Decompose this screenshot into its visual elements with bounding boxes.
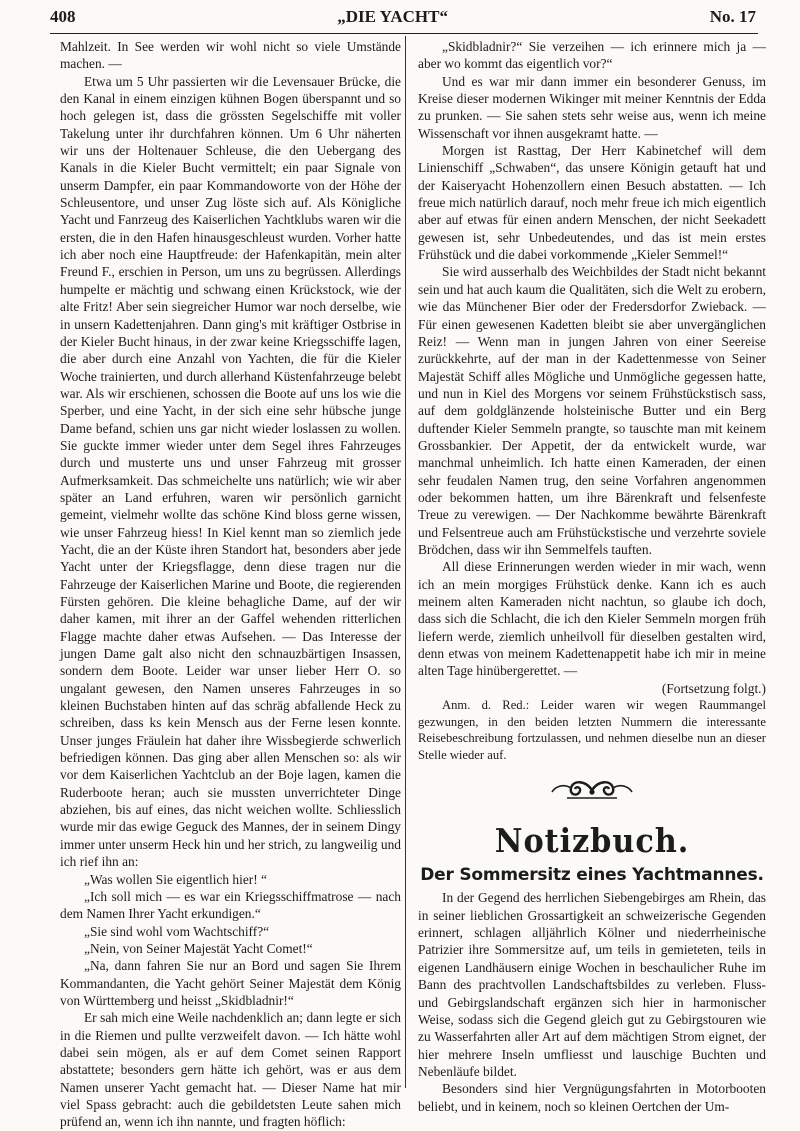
article-title: Der Sommersitz eines Yachtmannes.: [420, 865, 764, 886]
column-divider: [405, 36, 406, 1088]
paragraph: Mahlzeit. In See werden wir wohl nicht so viele Umstände machen. —: [60, 39, 401, 72]
dialogue-line: „Na, dann fahren Sie nur an Bord und sagen Sie Ihrem Kommandanten, die Yacht gehört Seiner Majestät dem König von Württemberg und heisst „Skidbladnir!“: [60, 958, 401, 1008]
continuation-note: (Fortsetzung folgt.): [661, 680, 766, 696]
paragraph: All diese Erinnerungen werden wieder in mir wach, wenn ich an mein morgiges Frühstück denke. Kann ich es auch meinem alten Kameraden nicht nachtun, so glaube ich doch, dass sich die Schlacht, die ich den Kieler Semmeln morgen früh liefern werde, ziemlich unheilvoll für dieselben gestalten wird, denn etwas von meinem Kadettenappetit habe ich mir in meine alten Tage hinübergerettet. —: [418, 559, 766, 679]
dialogue-line: „Ich soll mich — es war ein Kriegsschiffmatrose — nach dem Namen Ihrer Yacht erkundigen.“: [60, 888, 401, 922]
paragraph: Besonders sind hier Vergnügungsfahrten in Motorbooten beliebt, und in keinem, noch so kleinen Oertchen der Um-: [418, 1081, 766, 1114]
decorative-scroll-ornament-icon: [418, 777, 766, 803]
paragraph: In der Gegend des herrlichen Siebengebirges am Rhein, das in seiner lieblichen Grossartigkeit an schweizerische Gegenden erinnert, schlagen alljährlich Kölner und niederrheinische Patrizier ihre Sommersitze auf, um teils in gemieteten, teils in eigenen Landhäusern einige Wochen in beschaulicher Ruhe im Bann des prachtvollen Landschaftsbildes zu verleben. Fluss- und Gebirgslandschaft ergänzen sich hier in harmonischer Weise, sodass sich die Gegend gleich gut zu Gebirgstouren wie zu Wasserfahrten aller Art auf dem mächtigen Strom eignet, der hier mehrere Inseln umfliesst und lauschige Buchten und Nebenläufe bildet.: [418, 890, 766, 1079]
journal-title: „DIE YACHT“: [337, 7, 448, 26]
dialogue-line: „Sie sind wohl vom Wachtschiff?“: [84, 923, 270, 939]
dialogue-line: „Nein, von Seiner Majestät Yacht Comet!“: [84, 940, 313, 956]
section-heading: Notizbuch.: [494, 821, 690, 861]
paragraph: Sie wird ausserhalb des Weichbildes der Stadt nicht bekannt sein und hat auch kaum die Qualitäten, sich die Welt zu erobern, wie das Münchener Bier oder der Fredersdorfor Zwieback. — Für einen gewesenen Kadetten bleibt sie aber unvergänglichen Reiz! — Wenn man in jungen Jahren von einer Seereise zurückkehrte, auf der man in der Kadettenmesse von Seiner Majestät Schiff alles Mögliche und Unmögliche gegessen hatte, und nun in Kiel des Morgens vor seinem Frühstückstisch sass, auf dem goldglänzende holsteinische Butter und ein Berg duftender Kieler Semmeln prangte, so tauschte man mit keinem Grossbankier. Der Appetit, der da entwickelt wurde, war manchmal unheimlich. Ich hatte einen Kameraden, der einen sehr feudalen Namen trug, den seine Vorfahren angenommen oder bekommen hatten, um ihre Bärenkraft und felsenfeste Treue zu verewigen. — Der Nachkomme bewährte Bärenkraft und Felsentreue auch am Frühstückstische und verzehrte soviele Brödchen, dass wir ihn Semmelfels tauften.: [418, 264, 766, 557]
paragraph: Er sah mich eine Weile nachdenklich an; dann legte er sich in die Riemen und pullte verzweifelt davon. — Ich hätte wohl dabei sein mögen, als er auf dem Comet seinen Rapport abstattete; besonders gern hätte ich gehört, was er aus dem Namen unserer Yacht gemacht hat. — Dieser Name hat mir viel Spass gebracht: auch die gebildetsten Leute sahen mich prüfend an, wenn ich ihn nannte, und fragten höflich:: [60, 1010, 401, 1130]
page-header: [50, 5, 756, 29]
page-number: 408: [50, 7, 76, 26]
editor-note: Anm. d. Red.: Leider waren wir wegen Raummangel gezwungen, in den beiden letzten Nummern die interessante Reisebeschreibung fortzulassen, und nehmen dieselbe nun an dieser Stelle wieder auf.: [418, 698, 766, 762]
right-column: [418, 38, 766, 1115]
left-column: [60, 38, 401, 1131]
paragraph: „Skidbladnir?“ Sie verzeihen — ich erinnere mich ja — aber wo kommt das eigentlich vor?“: [418, 39, 766, 72]
paragraph: Etwa um 5 Uhr passierten wir die Levensauer Brücke, die den Kanal in einem einzigen kühnen Bogen überspannt und so hoch gelegen ist, dass die grössten Segelschiffe mit voller Takelung unter ihr durchfahren können. Um 6 Uhr näherten wir uns der Holtenauer Schleuse, die den Uebergang des Kanals in die Kieler Bucht vermittelt; ein paar Signale von unserm Dampfer, ein paar Kommandoworte von der Höhe der Schleusentore, und unser Zug löste sich auf. Als Königliche Yacht und Fanrzeug des Kaiserlichen Yachtklubs waren wir die ersten, die in den Hafen hinausgeschleust wurden. Vorher hatte ich aber noch eine Hauptfreude: der Hafenkapitän, mein alter Freund F., erschien in Person, um uns zu begrüssen. Allerdings humpelte er mächtig und schwang einen Krückstock, wie der alte Fritz! Aber sein siegreicher Humor war noch derselbe, wie in unsern Kadettenjahren. Dann ging's mit kräftiger Ostbrise in der Kieler Bucht hinaus, in der zwar keine Kriegsschiffe lagen, die aber durch eine Anzahl von Yachten, die für die Kieler Woche trainierten, und durch allerhand Küstenfahrzeuge belebt war. Als wir erschienen, schossen die Boote auf uns los wie die Sperber, und eine Yacht, in der sich eine sehr hübsche junge Dame befand, schien uns gar nicht wieder loslassen zu wollen. Sie guckte immer wieder unter dem Segel ihres Fahrzeuges durch und musterte uns und unser Fahrzeug mit grosser Aufmerksamkeit. Das schmeichelte uns natürlich; wie wir aber später an Land erfuhren, waren wir persönlich garnicht gemeint, vielmehr wollte das schöne Kind bloss gerne wissen, wie unser Fahrzeug hiess! In Kiel kennt man so ziemlich jede Yacht, die an der Küste ihren Standort hat, besonders aber jede Yacht unter der Kriegsflagge, denn diese tragen nur die Fahrzeuge der Kaiserlichen Marine und Boote, die regierenden Fürsten gehören. Die kleine behagliche Dame, auf der wir daher kamen, mit ihrer an der Gaffel wehenden ritterlichen Flagge machte daher etwas Aufsehen. — Das Interesse der jungen Dame galt also nicht den schnauzbärtigen Insassen, sondern dem Boote. Leider war unser lieber Herr O. so ungalant gewesen, den Namen unseres Fahrzeuges in so kleinen Buchstaben hinten auf das schräg abfallende Heck zu schreiben, dass ks kein Mensch aus der Ferne lesen konnte. Unser junges Fräulein hat daher ihre Wissbegierde schwerlich befriedigen können. Das ging aber allen Menschen so: als wir vor dem Kaiserlichen Yachtclub an der Boje lagen, kamen die Ruderboote heran; auch sie mussten unverrichteter Dinge abziehen, bis auf eines, das nicht weichen wollte. Schliesslich wurde mir das ewige Geguck des Mannes, der in seinem Dingy immer unter unserm Heck hin und her strich, zu langweilig und ich rief ihn an:: [60, 73, 401, 870]
dialogue-line: „Was wollen Sie eigentlich hier! “: [84, 871, 267, 887]
issue-number: No. 17: [709, 7, 756, 26]
paragraph: Morgen ist Rasttag, Der Herr Kabinetchef will dem Linienschiff „Schwaben“, das unsere Königin getauft hat und der Kaiseryacht Hohenzollern einen Besuch abstatten. — Ich freue mich natürlich darauf, noch mehr freue ich mich eigentlich aber auf etwas für einen andern Menschen, der nicht Seekadett gewesen ist, sehr Unbedeutendes, und das ist mein erstes Frühstück und die dabei vorkommende „Kieler Semmel!“: [418, 143, 766, 263]
header-rule: [50, 33, 758, 34]
paragraph: Und es war mir dann immer ein besonderer Genuss, im Kreise dieser modernen Wikinger mit meiner Kenntnis der Edda zu prunken. — Sie sahen stets sehr weise aus, wenn ich meine Wissenschaft vor ihnen ausgekramt hatte. —: [418, 73, 766, 141]
